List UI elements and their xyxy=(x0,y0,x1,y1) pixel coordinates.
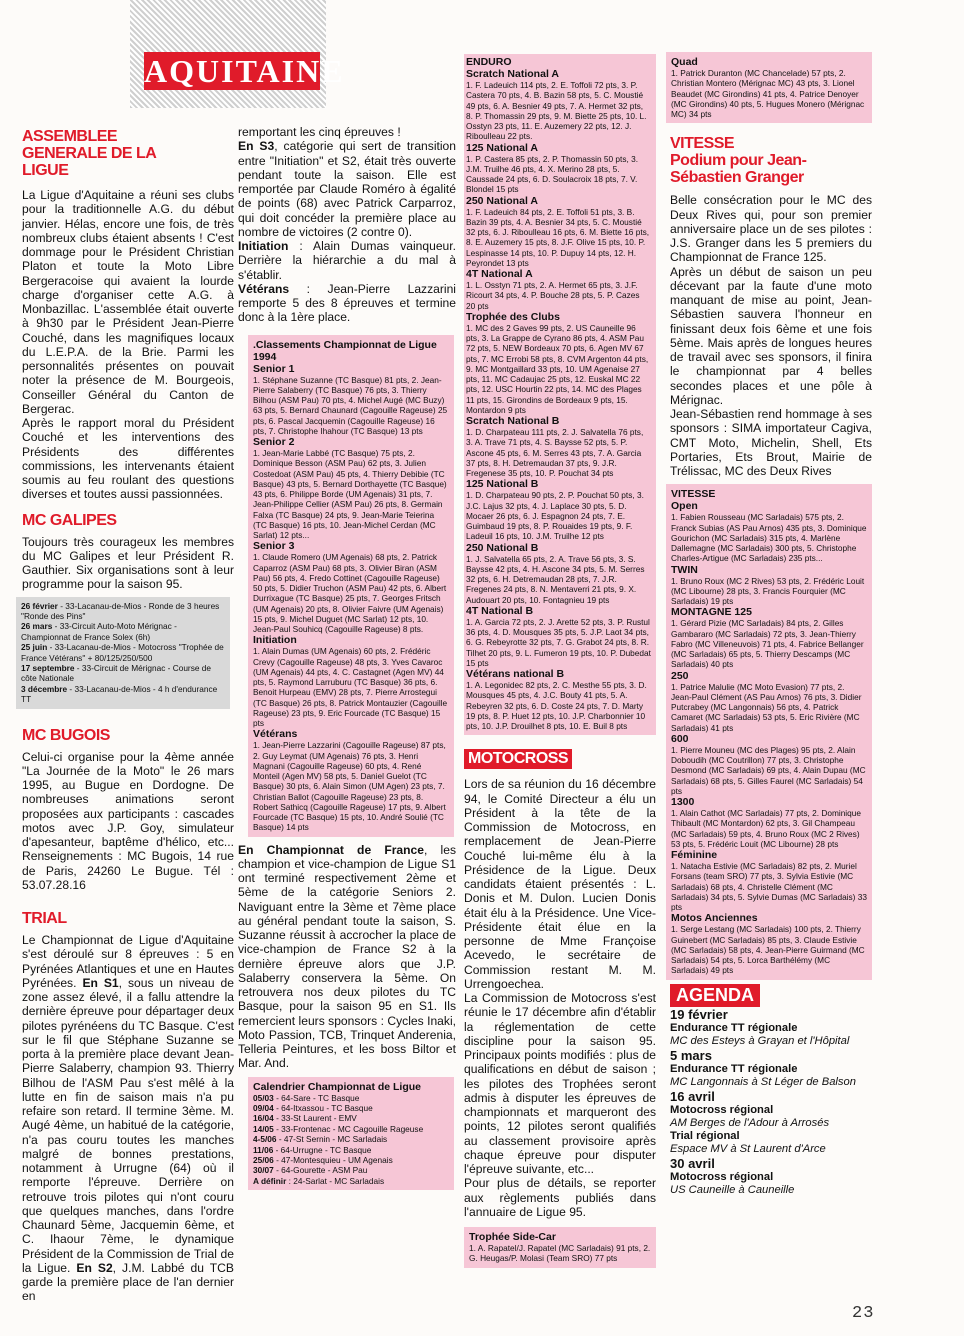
calendar-date: 4-5/06 xyxy=(253,1134,277,1145)
column-3 xyxy=(464,54,656,1268)
calendar-date: 30/07 xyxy=(253,1165,274,1176)
column-1 xyxy=(22,128,234,1304)
category-results: 1. Claude Romero (UM Agenais) 68 pts, 2. Patrick Caparroz (ASM Pau) 68 pts, 3. Olivier Biran (ASM Pau) 56 pts, 4. Fredo Cottinet (Cagouille Rageuse) 50 pts, 5. Didier Truchon (ASM Pau) 42 pts, 6. Albert Durrixague (TC Basque) 25 pts, 7. Georges Fritsch (UM Agenais) 20 pts, 8. Olivier Faivre (UM Agenais) 15 pts, 9. Michel Duguet (MC Sarlat) 12 pts, 10. Jean-Paul Souhicq (Cagouille Rageuse) 8 pts. xyxy=(253,552,447,634)
lead-veterans: Vétérans xyxy=(238,281,290,296)
trial-text xyxy=(22,933,234,1304)
calendar-item xyxy=(253,1113,449,1123)
enduro-category: Vétérans national B xyxy=(466,668,565,680)
category-title: Vétérans xyxy=(253,728,298,741)
calendar-date: A définir xyxy=(253,1175,287,1186)
motocross-text: Lors de sa réunion du 16 décembre 94, le Comité Directeur a élu un Président à la tête de la Commission de Motocross, en remplacement de Jean-Pierre Couché lui-même élu à la Présidence de la Ligue. Deux candidats étaient présentés : L. Donis et M. Dulon. Lucien Donis était élu à la Présidence. Une Vice-Présidente était élue en la personne de Mme Françoise Acevedo, le secrétaire de Commission restant M. M. Urrengoechea. xyxy=(464,777,656,991)
category-title: Senior 2 xyxy=(253,436,295,448)
quad-box xyxy=(666,52,872,123)
enduro-results: 1. D. Charpateau 90 pts, 2. P. Pouchat 50 pts, 3. J.C. Lajus 32 pts, 4. J. Laplace 30 pts, 5. D. Mocaer 26 pts, 6. J. Espagnon 24 pts, 7. E. Guimbaud 19 pts, 8. P. Rouaides 19 pts, 9. F. Ladeuil 16 pts, 10. J.M. Truilhe 12 pts xyxy=(466,490,644,542)
schedule-item xyxy=(21,642,225,663)
classement-box xyxy=(248,335,454,837)
schedule-date: 26 février xyxy=(21,600,58,611)
vitesse-box-title: VITESSE xyxy=(671,488,716,501)
vitesse-category: Motos Anciennes xyxy=(671,912,758,925)
schedule-date: 3 décembre xyxy=(21,683,68,694)
trial-p2: , catégorie qui sert de transition entre "Initiation" et S2, était très ouverte pendant toute la saison. Elle est remportée par Claude Roméro à égalité de points (68) avec Patrick Carparroz, qui doit concéder la première place au nombre de victoires (2 contre 0). xyxy=(238,139,456,239)
agenda-date: 30 avril xyxy=(670,1155,715,1171)
vitesse-results: 1. Bruno Roux (MC 2 Rives) 53 pts, 2. Frédéric Louit (MC Libourne) 28 pts, 3. Francis Fourquier (MC Sarladais) 19 pts xyxy=(671,575,865,606)
assemblee-text-2: Après le rapport moral du Président Couché et les interventions des Présidents des différentes commissions, les intervenants étaient soumis au feu roulant des questions diverses et toutes aussi passionnées. xyxy=(22,416,234,502)
vitesse-text: Belle consécration pour le MC des Deux Rives qui, pour son premier anniversaire place un de ses pilotes : J.S. Granger dans les 5 premiers du Championnat de France 125. xyxy=(670,193,872,265)
bugois-text: Celui-ci organise pour la 4ème année "La Journée de la Moto" le 26 mars 1995, au Bugue en Dordogne. De nombreuses animations seront proposées aux participants : cascades motos avec J.P. Goy, simulateur d'apesanteur, baptême d'hélico, etc... Renseignements : MC Bugois, 14 rue de Paris, 24260 Le Bugue. Tél : 53.07.28.16 xyxy=(22,749,234,892)
trial-cont-text xyxy=(238,125,456,325)
enduro-results: 1. MC des 2 Gaves 99 pts, 2. US Cauneille 96 pts, 3. La Grappe de Cyrano 86 pts, 4. ASM Pau 72 pts, 5. NEW Bordeaux 70 pts, 6. Agen MV 67 pts, 7. MC Errobi 58 pts, 8. CVM Argenton 44 pts, 9. MC Montgaillard 33 pts, 10. UM Agenaise 27 pts, 11. MC Cadaujac 25 pts, 12. Euskal MC 22 pts, 12. USC Hourtin 22 pts, 14. MC des Plages 11 pts, 15. Girondins de Bordeaux 9 pts, 15. Montardon 9 pts xyxy=(466,322,649,415)
enduro-category: 4T National B xyxy=(466,604,534,617)
agenda-place: AM Berges de l'Adour à Arrosés xyxy=(670,1116,830,1129)
calendar-item xyxy=(253,1124,449,1134)
schedule-desc: - 33-Circuit de Mérignac - Course de côte Nationale xyxy=(21,662,211,684)
vitesse-category: TWIN xyxy=(671,563,698,576)
agenda-place: Espace MV à St Laurent d'Arce xyxy=(670,1142,826,1155)
trial-p1: remportant les cinq épreuves ! xyxy=(238,125,401,139)
category-title: Initiation xyxy=(253,634,297,647)
calendar-item xyxy=(253,1165,449,1175)
category-results: 1. Jean-Marie Labbé (TC Basque) 75 pts, 2. Dominique Besson (ASM Pau) 62 pts, 3. Julien Costedoat (ASM Pau) 45 pts, 4. Thierry Debibie (TC Basque) 43 pts, 5. Bernard Dorthayette (TC Basque) 43 pts, 6. Philippe Borde (UM Agenais) 31 pts, 7. Jean-Philippe Cellier (ASM Pau) 26 pts, 8. Germain Falxa (TC Basque) 24 pts, 9. Jean-Marie Teierina (TC Basque) 16 pts, 10. Jean-Michel Cerdan (MC Sarlat) 12 pts... xyxy=(253,448,447,540)
trial-lead-s2: En S2 xyxy=(76,1260,113,1275)
enduro-results: 1. P. Castera 85 pts, 2. P. Thomassin 50 pts, 3. J.M. Truilhe 46 pts, 4. X. Merino 28 pts, 5. Caussade 24 pts, 6. D. Soulacroix 18 pts, 7. V. Blondel 15 pts xyxy=(466,153,639,195)
quad-text: 1. Patrick Duranton (MC Chancelade) 57 pts, 2. Christian Montero (Mérignac MC) 43 pts, 3. Lionel Beaudet (MC Girondins) 41 pts, 4. Patrice Denoyer (MC Girondins) 40 pts, 5. Hugues Monero (Mérignac MC) 34 pts xyxy=(671,68,865,119)
vitesse-results: 1. Gérard Pizie (MC Sarladais) 84 pts, 2. Gilles Gambararo (MC Sarladais) 72 pts, 3. Jean-Thierry Fabro (MC Villeneuvois) 71 pts, 4. Fabrice Bellanger (MC Sarladais) 65 pts, 5. Thierry Descamps (MC Sarladais) 40 pts xyxy=(671,618,864,670)
category-title: Senior 1 xyxy=(253,362,295,375)
region-banner: AQUITAINE xyxy=(144,53,345,89)
schedule-item xyxy=(21,601,225,622)
enduro-results: 1. F. Ladeuich 84 pts, 2. E. Toffoli 51 pts, 3. B. Bazin 39 pts, 4. A. Besnier 34 pts, 5. C. Moustié 32 pts, 6. J. Riboulleau 16 pts, 6. M. Biette 16 pts, 8. E. Auzemery 15 pts, 8. J.F. Olive 15 pts, 10. P. Lespinasse 14 pts, 10. P. Dupuy 14 pts, 12. H. Peyrondet 13 pts xyxy=(466,206,650,268)
calendar-item xyxy=(253,1103,449,1113)
agenda-event: Endurance TT régionale xyxy=(670,1021,798,1034)
vitesse-category: MONTAGNE 125 xyxy=(671,606,752,619)
agenda-date: 5 mars xyxy=(670,1047,712,1063)
category-results: 1. Stéphane Suzanne (TC Basque) 81 pts, 2. Jean-Pierre Salaberry (TC Basque) 76 pts, 3. Thierry Bilhou (ASM Pau) 70 pts, 4. Michel Augé (MC Buzy) 63 pts, 5. Bernard Chaunard (Cagouille Rageuse) 25 pts, 6. Pascal Jacquemin (Cagouille Rageuse) 16 pts, 7. Christophe Ihahour (TC Basque) 13 pts xyxy=(253,374,448,436)
category-title: Senior 3 xyxy=(253,540,295,553)
calendar-date: 11/06 xyxy=(253,1144,274,1155)
sidecar-box xyxy=(464,1227,656,1268)
vitesse-results: 1. Natacha Estivie (MC Sarladais) 82 pts, 2. Muriel Forsans (team SRO) 77 pts, 3. Sylvia Estivie (MC Sarladais) 68 pts, 4. Christelle Clément (MC Sarladais) 34 pts, 5. Sylvie Dumas (MC Sarladais) 33 pts xyxy=(671,861,867,912)
calendar-desc: - 64-Itxassou - TC Basque xyxy=(273,1102,373,1113)
galipes-text: Toujours très courageux les membres du MC Galipes et leur Président R. Gauthier. Six organisations sont à leur programme pour la saison 95. xyxy=(22,534,234,592)
calendar-item xyxy=(253,1134,449,1144)
calendar-item xyxy=(253,1093,449,1103)
calendar-date: 09/04 xyxy=(253,1102,274,1113)
column-4 xyxy=(670,52,872,1197)
schedule-date: 26 mars xyxy=(21,621,53,632)
calendar-item xyxy=(253,1155,449,1165)
calendar-date: 14/05 xyxy=(253,1123,274,1134)
agenda-section xyxy=(670,984,872,1197)
motocross-text-2: La Commission de Motocross s'est réunie le 17 décembre afin d'établir la réglementation de cette discipline pour la saison 95. Principaux points modifiés : plus de qualifications en début de saison ; les pilotes des Trophées seront admis à disputer les épreuves de championnats et marqueront des points, 12 pilotes seront qualifiés au classement provisoire après chaque épreuve pour disputer l'épreuve suivante, etc... xyxy=(464,991,656,1176)
lead-france: En Championnat de France xyxy=(238,842,424,857)
enduro-results: 1. J. Salvatella 65 pts, 2. A. Trave 56 pts, 3. S. Baysse 42 pts, 4. H. Ascone 34 pts, 5. M. Serres 32 pts, 6. H. Detremaudan 28 pts, 7. J.R. Fregenes 24 pts, 8. N. Mentaverri 21 pts, 9. X. Audouart 20 pts, 10. Fontagnieu 19 pts xyxy=(466,553,645,605)
column-2 xyxy=(238,125,456,1190)
vitesse-text-2: Après un début de saison un peu décevant par la faute d'une moto manquant de mise au point, Jean-Sébastien sauvera l'honneur en finissant deux fois 6ème et une fois 5ème. Mais après de longues heures de travail avec ses sponsors, il finira le championnat par 4 belles secondes places et une pôle à Mérignac. xyxy=(670,264,872,407)
calendar-box xyxy=(248,1077,454,1191)
vitesse-results: 1. Serge Lestang (MC Sarladais) 100 pts, 2. Thierry Guinebert (MC Sarladais) 85 pts, 3. Claude Estivie (MC Sarladais) 58 pts, 4. Jean-Pierre Guirmand (MC Sarladais) 54 pts, 5. Lorca Barthélémy (MC Sarladais) 49 pts xyxy=(671,924,865,976)
lead-s3: En S3 xyxy=(238,139,275,154)
agenda-event: Trial régional xyxy=(670,1129,740,1142)
vitesse-text-3: Jean-Sébastien rend hommage à ses sponsors : SIMA importateur Cagiva, CMT Moto, Michelin, Shell, Ets Portaries, Ets Brout, Mairie de Trélissac, MC des Deux Rives xyxy=(670,407,872,478)
france-text xyxy=(238,843,456,1071)
enduro-category: Trophée des Clubs xyxy=(466,310,560,323)
calendar-desc: - 33-St Laurent - EMV xyxy=(273,1113,357,1124)
section-title-trial: TRIAL xyxy=(22,910,67,928)
category-results: 1. Jean-Pierre Lazzarini (Cagouille Rageuse) 87 pts, 2. Guy Leymat (UM Agenais) 76 pts, 3. Henri Magnani (Cagouille Rageuse) 60 pts, 4. René Monteil (Agen MV) 58 pts, 5. Daniel Guelot (TC Basque) 30 pts, 6. Alain Simon (UM Agen) 23 pts, 7. Christian Ballot (Cagouille Rageuse) 23 pts, 8. Robert Sathicq (Cagouille Rageuse) 17 pts, 9. Albert Fourcade (TC Basque) 15 pts, 10. André Soulié (TC Basque) 14 pts xyxy=(253,740,446,833)
vitesse-results: 1. Patrice Malulie (MC Moto Evasion) 77 pts, 2. Jean-Paul Clément (AS Pau Arnos) 76 pts, 3. Didier Putcrabey (MC Langonnais) 56 pts, 4. Patrick Camaret (MC Sarladais) 53 pts, 5. Eric Rivière (MC Sarladais) 41 pts xyxy=(671,681,862,733)
agenda-date: 19 février xyxy=(670,1006,728,1022)
vitesse-subtitle: Podium pour Jean-Sébastien Granger xyxy=(670,152,807,187)
calendar-title: Calendrier Championnat de Ligue xyxy=(253,1080,422,1093)
schedule-date: 25 juin xyxy=(21,642,48,653)
enduro-results: 1. A. Garcia 72 pts, 2. J. Arette 52 pts, 3. P. Rustul 36 pts, 4. D. Mousques 35 pts, 5. J.P. Laot 34 pts, 6. G. Rebeyrotte 32 pts, 7. G. Grabot 24 pts, 8. R. Tilhet 20 pts, 9. L. Fumeron 19 pts, 10. P. Dubedat 15 pts xyxy=(466,616,651,668)
sidecar-title: Trophée Side-Car xyxy=(469,1231,556,1243)
enduro-box xyxy=(464,54,656,735)
section-title-vitesse: VITESSE xyxy=(670,135,735,153)
section-title-assemblee: ASSEMBLEE GENERALE DE LA LIGUE xyxy=(22,128,156,179)
france-p5: , les champion et vice-champion de Ligue S1 ont terminé respectivement 2ème et 5ème de la catégorie Seniors 2. Naviguant entre la 3ème et 7ème place au général pendant toute la saison, S. Suzanne réussit à accrocher la place de vice-champion de France S2 à la dernière épreuve alors que J.P. Salaberry conservera la 5ème. On retrouvera nos deux pilotes du TC Basque, pour la saison 95 en S1. Ils remercient leurs sponsors : Cycles Inaki, Moto Passion, TCB, Trinquet Anderenia, Telleria Peintures, et les boss Biltor et Mar. And. xyxy=(238,842,456,1071)
schedule-desc: - 33-Lacanau-de-Mios - Motocross "Trophée de France Vétérans" + 80/125/250/500 xyxy=(21,642,224,663)
schedule-item xyxy=(21,663,225,684)
vitesse-results: 1. Pierre Mouneu (MC des Plages) 95 pts, 2. Alain Doboudih (MC Coutrillon) 77 pts, 3. Christophe Desmond (MC Sarladais) 69 pts, 4. Alain Dupau (MC Sarladais) 68 pts, 5. Gilles Faurel (MC Sarladais) 54 pts xyxy=(671,744,866,796)
header-pattern xyxy=(130,0,345,108)
vitesse-category: 600 xyxy=(671,732,689,745)
enduro-category: 250 National A xyxy=(466,194,538,207)
assemblee-text: La Ligue d'Aquitaine a réuni ses clubs pour la traditionnelle A.G. du début janvier. Hélas, encore une fois, de très nombreux clubs étaient absents ! C'est dommage pour le Président Christian Platon et toute la Moto Libre Bergeracoise qui avaient la lourde charge d'organiser cette A.G. à Monbazillac. L'assemblée était ouverte à 9h30 par le Président Jean-Pierre Couché, dans les magnifiques locaux du L.E.P.A. de la Brie. Parmi les personnalités présentes on pouvait noter la présence de M. Bourgeois, Conseiller Général du Canton de Bergerac. xyxy=(22,188,234,416)
category-results: 1. Alain Dumas (UM Agenais) 60 pts, 2. Frédéric Crevy (Cagouille Rageuse) 48 pts, 3. Yves Cavaroc (UM Agenais) 44 pts, 4. C. Castagnet (Agen MV) 44 pts, 5. Raymond Larruburu (TC Basque) 36 pts, 6. Benoit Hurpeau (EMV) 28 pts, 7. Pierre Arrostegui (TC Basque) 26 pts, 8. Patrick Montauzier (Cagouille Rageuse) 23 pts, 9. Eric Fourcade (TC Basque) 15 pts xyxy=(253,646,448,728)
section-title-bugois: MC BUGOIS xyxy=(22,726,110,744)
vitesse-category: Féminine xyxy=(671,849,718,861)
trial-p4: : Jean-Pierre Lazzarini remporte 5 des 8 épreuves et termine donc à la 1ère place. xyxy=(238,281,456,325)
agenda-place: MC des Esteys à Grayan et l'Hôpital xyxy=(670,1034,850,1047)
section-title-galipes: MC GALIPES xyxy=(22,511,117,529)
classement-title: .Classements Championnat de Ligue 1994 xyxy=(253,338,437,363)
sidecar-text: 1. A. Rapatel/J. Rapatel (MC Sarladais) 91 pts, 2. G. Heugas/P. Molasi (Team SRO) 77 pts xyxy=(469,1243,651,1264)
calendar-desc: - 47-Montesquieu - UM Agenais xyxy=(273,1154,393,1165)
enduro-title: ENDURO xyxy=(466,56,512,68)
enduro-category: Scratch National A xyxy=(466,68,559,80)
vitesse-results: 1. Fabien Rousseau (MC Sarladais) 575 pts, 2. Franck Subias (AS Pau Arnos) 435 pts, 3. Dominique Gourichon (MC Sarladais) 315 pts, 4. Marlène Dallemagne (MC Sarladais) 300 pts, 5. Christophe Charles-Artigue (MC Sarladais) 235 pts... xyxy=(671,512,867,564)
enduro-results: 1. A. Legonidec 82 pts, 2. C. Mesthe 55 pts, 3. D. Mousques 45 pts, 4. J.C. Bouty 41 pts, 5. A. Rebeyren 32 pts, 6. D. Coste 24 pts, 7. D. Marty 19 pts, 8. P. Huet 12 pts, 10. J.P. Charbonnier 10 pts, 10. J.P. Drouilhet 8 pts, 10. E. Buil 8 pts xyxy=(466,680,647,731)
enduro-results: 1. F. Ladeuich 114 pts, 2. E. Toffoli 72 pts, 3. P. Castera 70 pts, 4. B. Bazin 58 pts, 5. C. Moustié 49 pts, 6. A. Besnier 49 pts, 7. A. Hermet 32 pts, 8. P. Thomassin 29 pts, 9. M. Biette 25 pts, 10. L. Osstyn 23 pts, 11. E. Auzemery 22 pts, 12. J. Riboulleau 22 pts. xyxy=(466,80,647,142)
calendar-desc: - 47-St Sernin - MC Sarladais xyxy=(276,1134,388,1145)
enduro-category: Scratch National B xyxy=(466,415,560,427)
trial-p3: : Alain Dumas vainqueur. Derrière la hiérarchie a du mal à s'établir. xyxy=(238,239,456,282)
schedule-desc: - 33-Circuit Auto-Moto Mérignac - Championnat de France Solex (6h) xyxy=(21,621,177,642)
calendar-desc: - 64-Gourette - ASM Pau xyxy=(273,1165,368,1176)
calendar-date: 16/04 xyxy=(253,1113,274,1124)
schedule-date: 17 septembre xyxy=(21,662,75,673)
calendar-desc: - 33-Frontenac - MC Cagouille Rageuse xyxy=(273,1123,424,1134)
lead-initiation: Initiation xyxy=(238,239,289,253)
calendar-date: 05/03 xyxy=(253,1092,274,1103)
calendar-desc: - 64-Urrugne - TC Basque xyxy=(273,1144,372,1155)
schedule-desc: - 33-Lacanau-de-Mios - 4 h d'endurance TT xyxy=(21,683,218,705)
schedule-desc: - 33-Lacanau-de-Mios - Ronde de 3 heures "Ronde des Pins" xyxy=(21,600,220,621)
page-number: 23 xyxy=(852,1304,875,1323)
vitesse-box xyxy=(666,484,872,979)
agenda-title: AGENDA xyxy=(670,984,760,1007)
calendar-desc: - 64-Sare - TC Basque xyxy=(273,1092,360,1103)
agenda-event: Motocross régional xyxy=(670,1103,774,1116)
calendar-desc: : 24-Sarlat - MC Sarladais xyxy=(286,1175,385,1186)
vitesse-category: 250 xyxy=(671,669,689,682)
schedule-item xyxy=(21,684,225,705)
trial-s1-text: , sous un niveau de zone assez élevé, il a fallu attendre la dernière épreuve pour départager deux pilotes pyrénéens du TC Basque. C'est sur le fil que Stéphane Suzanne se porta à la première place devant Jean-Pierre Salaberry, champion 93. Thierry Bilhou de l'ASM Pau s'est mêlé à la lutte en fin de saison mais n'a pu refaire son retard. Il termine 3ème. M. Augé 4ème, un habitué de la catégorie, n'a pas couru toutes les manches malgré de bonnes prestations, notamment à Urrugne (64) où il remporte l'épreuve. Derrière on retrouve trois pilotes qui n'ont couru que quelques manches, dans l'ordre Chaunard 5ème, Jacquemin 6ème, et C. Ihaour 7ème, le dynamique Président de la Commission de Trial de la Ligue. xyxy=(22,975,234,1275)
schedule-item xyxy=(21,621,225,642)
trial-s2-text: , J.M. Labbé du TCB garde la première place de l'an dernier en xyxy=(22,1260,234,1304)
vitesse-results: 1. Alain Cathot (MC Sarladais) 77 pts, 2. Dominique Thibault (MC Montardon) 62 pts, 3. Gil Champeau (MC Sarladais) 59 pts, 4. Bruno Roux (MC 2 Rives) 53 pts, 5. Frédéric Louit (MC Libourne) 28 pts xyxy=(671,808,861,849)
agenda-date: 16 avril xyxy=(670,1088,715,1104)
trial-lead-s1: En S1 xyxy=(82,975,119,990)
agenda-place: US Cauneille à Cauneille xyxy=(670,1183,795,1196)
enduro-results: 1. L. Osstyn 71 pts, 2. A. Hermet 65 pts, 3. J.F. Ricourt 34 pts, 4. P. Bouche 28 pts, 5. P. Cazes 20 pts xyxy=(466,280,640,311)
enduro-results: 1. D. Charpateau 111 pts, 2. J. Salvatella 76 pts, 3. A. Trave 71 pts, 4. S. Baysse 52 pts, 5. P. Ascone 45 pts, 6. M. Serres 43 pts, 7. A. Garcia 37 pts, 8. H. Detremaudan 37 pts, 9. J.R. Fregenese 35 pts, 10. P. Pouchat 34 pts xyxy=(466,427,644,478)
calendar-item xyxy=(253,1176,449,1186)
enduro-category: 250 National B xyxy=(466,541,539,554)
enduro-category: 125 National B xyxy=(466,478,539,491)
vitesse-category: Open xyxy=(671,500,698,513)
enduro-category: 125 National A xyxy=(466,141,538,154)
calendar-item xyxy=(253,1145,449,1155)
section-title-motocross: MOTOCROSS xyxy=(464,749,572,769)
agenda-event: Motocross régional xyxy=(670,1170,774,1183)
agenda-event: Endurance TT régionale xyxy=(670,1062,798,1075)
agenda-place: MC Langonnais à St Léger de Balson xyxy=(670,1075,856,1088)
enduro-category: 4T National A xyxy=(466,268,533,280)
vitesse-category: 1300 xyxy=(671,796,695,808)
calendar-date: 25/06 xyxy=(253,1154,274,1165)
motocross-text-3: Pour plus de détails, se reporter aux règlements publiés dans l'annuaire de Ligue 95. xyxy=(464,1176,656,1219)
trial-intro: Le Championnat de Ligue d'Aquitaine s'est déroulé sur 8 épreuves : 5 en Pyrénées Atlantiques et une en Hautes Pyrénées. xyxy=(22,933,234,990)
quad-title: Quad xyxy=(671,56,698,68)
galipes-schedule-box xyxy=(16,597,230,709)
